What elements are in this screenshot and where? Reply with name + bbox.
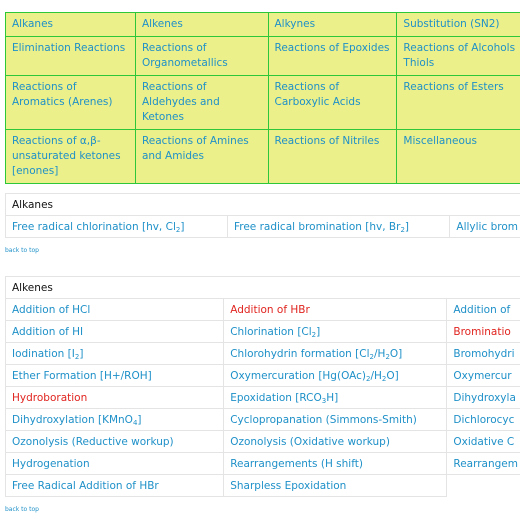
reaction-link[interactable]: Oxidative C	[447, 431, 520, 453]
reaction-link[interactable]: Brominatio	[447, 321, 520, 343]
category-link[interactable]: Alkenes	[135, 13, 268, 37]
reaction-link[interactable]: Oxymercuration $[Hg(OAc)_2/H_2O]$	[224, 365, 447, 387]
reaction-link[interactable]: Free radical chlorination [hv, $Cl_2$]	[6, 216, 228, 238]
back-to-top-link[interactable]: back to top	[5, 247, 39, 254]
reaction-link[interactable]: Dihydroxyla	[447, 387, 520, 409]
reaction-link[interactable]: Addition of HI	[6, 321, 224, 343]
reaction-link[interactable]: Dihydroxylation [KMnO$_4$]	[6, 409, 224, 431]
table-row	[6, 299, 520, 321]
category-link[interactable]: Reactions of Amines and Amides	[135, 130, 268, 184]
table-row	[6, 409, 520, 431]
category-link[interactable]: Reactions of α,β-unsaturated ketones [enones]	[6, 130, 136, 184]
category-link[interactable]: Reactions of Nitriles	[268, 130, 397, 184]
reaction-link[interactable]: Dichlorocyc	[447, 409, 520, 431]
reaction-link[interactable]: Free radical bromination [hv, $Br_2$]	[227, 216, 449, 238]
table-row	[6, 343, 520, 365]
reaction-link[interactable]: Cyclopropanation (Simmons-Smith)	[224, 409, 447, 431]
reaction-link[interactable]: Iodination $[I_2]$	[6, 343, 224, 365]
category-link[interactable]: Reactions of Aromatics (Arenes)	[6, 76, 136, 130]
alkanes-table	[5, 193, 520, 238]
reaction-link[interactable]: Addition of HBr	[224, 299, 447, 321]
reaction-link[interactable]: Addition of	[447, 299, 520, 321]
reaction-link[interactable]: Hydroboration	[6, 387, 224, 409]
alkenes-table	[5, 276, 520, 497]
category-link[interactable]: Substitution (SN2)	[397, 13, 520, 37]
alkanes-section	[5, 193, 520, 254]
reaction-link[interactable]: Oxymercur	[447, 365, 520, 387]
table-row	[6, 321, 520, 343]
reaction-link[interactable]: Hydrogenation	[6, 453, 224, 475]
category-link[interactable]: Reactions of Aldehydes and Ketones	[135, 76, 268, 130]
reaction-link[interactable]: Free Radical Addition of HBr	[6, 475, 224, 497]
table-row	[6, 431, 520, 453]
category-link[interactable]: Reactions of Organometallics	[135, 37, 268, 76]
reaction-link[interactable]: Rearrangem	[447, 453, 520, 475]
reaction-link[interactable]: Ether Formation [H+/ROH]	[6, 365, 224, 387]
table-row	[6, 387, 520, 409]
category-link[interactable]: Reactions of Carboxylic Acids	[268, 76, 397, 130]
category-link[interactable]: Miscellaneous	[397, 130, 520, 184]
table-row	[6, 365, 520, 387]
category-grid	[5, 12, 520, 184]
reaction-link[interactable]: Addition of HCl	[6, 299, 224, 321]
category-link[interactable]: Alkynes	[268, 13, 397, 37]
reaction-link[interactable]: Allylic brom	[450, 216, 520, 238]
category-link[interactable]: Elimination Reactions	[6, 37, 136, 76]
reaction-link[interactable]: Sharpless Epoxidation	[224, 475, 447, 497]
section-title: Alkenes	[6, 277, 520, 299]
reaction-link[interactable]: Ozonolysis (Reductive workup)	[6, 431, 224, 453]
reaction-link[interactable]: Ozonolysis (Oxidative workup)	[224, 431, 447, 453]
reaction-link[interactable]: Bromohydri	[447, 343, 520, 365]
reaction-link[interactable]: Rearrangements (H shift)	[224, 453, 447, 475]
reaction-link[interactable]: Epoxidation $[RCO_3H]$	[224, 387, 447, 409]
cropped-intro-text	[0, 0, 520, 6]
category-link[interactable]: Reactions of Alcohols Thiols	[397, 37, 520, 76]
table-row	[6, 475, 520, 497]
table-row	[6, 453, 520, 475]
alkenes-section	[5, 276, 520, 513]
category-link[interactable]: Reactions of Epoxides	[268, 37, 397, 76]
category-link[interactable]: Reactions of Esters	[397, 76, 520, 130]
empty-cell	[447, 475, 520, 497]
section-title: Alkanes	[6, 194, 520, 216]
reaction-link[interactable]: Chlorohydrin formation $[Cl_2/H_2O]$	[224, 343, 447, 365]
back-to-top-link[interactable]: back to top	[5, 506, 39, 513]
category-link[interactable]: Alkanes	[6, 13, 136, 37]
reaction-link[interactable]: Chlorination $[Cl_2]$	[224, 321, 447, 343]
